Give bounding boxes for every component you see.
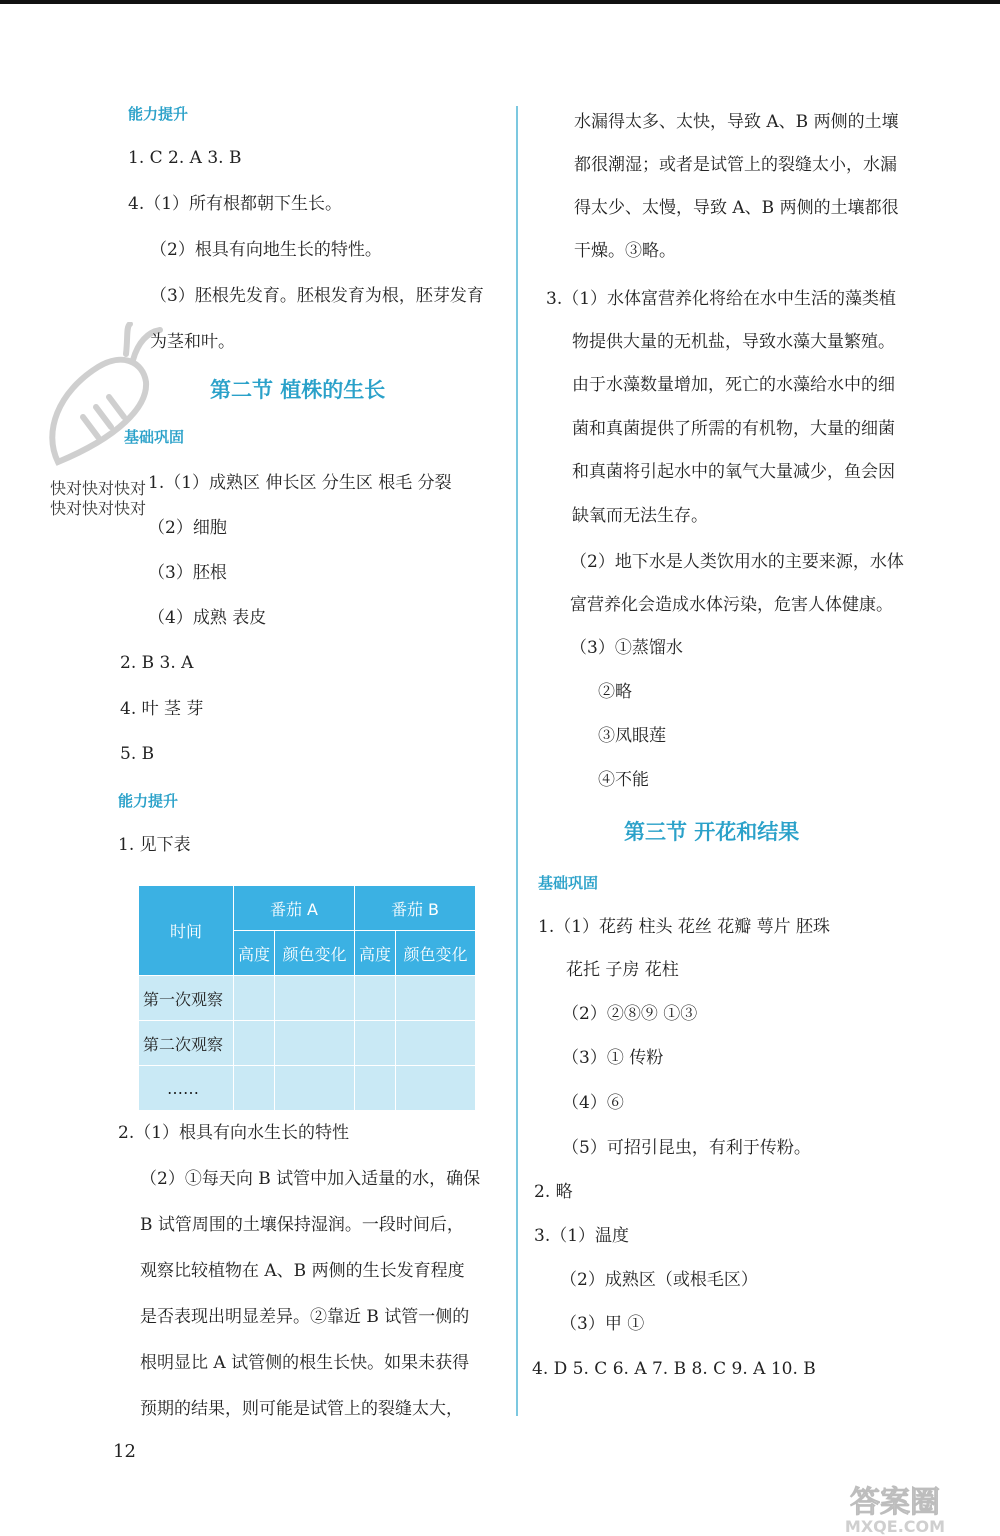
column-divider (516, 106, 518, 1416)
answer-line: 5. B (120, 744, 155, 764)
table-cell (355, 976, 396, 1021)
table-cell (275, 976, 355, 1021)
answer-line: 观察比较植物在 A、B 两侧的生长发育程度 (140, 1261, 465, 1281)
answer-line: ③凤眼莲 (598, 726, 666, 746)
section-heading-ability: 能力提升 (128, 105, 189, 123)
section-heading-basic: 基础巩固 (124, 428, 185, 446)
table-header-height: 高度 (355, 931, 396, 976)
table-cell (355, 1021, 396, 1066)
section-title: 第三节 开花和结果 (624, 820, 800, 844)
table-row-label: 第二次观察 (139, 1021, 234, 1066)
table-cell (355, 1066, 396, 1111)
table-cell (234, 976, 275, 1021)
answer-line: 2. 略 (534, 1182, 573, 1202)
table-cell (396, 976, 476, 1021)
watermark-logo-icon (800, 1480, 990, 1536)
answer-line: 1. 见下表 (118, 835, 191, 855)
answer-line: 4. D 5. C 6. A 7. B 8. C 9. A 10. B (532, 1359, 816, 1379)
answer-line: 预期的结果，则可能是试管上的裂缝太大， (140, 1399, 463, 1419)
carrot-doodle-icon (38, 322, 168, 472)
answer-line: （3）①蒸馏水 (570, 638, 683, 658)
table-header-color: 颜色变化 (275, 931, 355, 976)
answer-line: 2.（1）根具有向水生长的特性 (118, 1123, 350, 1143)
answer-line: （3）胚根 (148, 563, 227, 583)
answer-line: 富营养化会造成水体污染，危害人体健康。 (570, 595, 893, 615)
answer-line: 都很潮湿；或者是试管上的裂缝太小，水漏 (574, 155, 897, 175)
table-cell (396, 1021, 476, 1066)
answer-line: 物提供大量的无机盐，导致水藻大量繁殖。 (572, 332, 895, 352)
table-header-height: 高度 (234, 931, 275, 976)
answer-line: 缺氧而无法生存。 (572, 506, 708, 526)
table-header-color: 颜色变化 (396, 931, 476, 976)
table-header-group-a: 番茄 A (234, 886, 355, 931)
table-row (139, 1066, 476, 1111)
answer-line: 4. 叶 茎 芽 (120, 699, 204, 719)
overlay-watermark-text: 快对快对快对 (50, 499, 147, 518)
answer-line: （4）⑥ (562, 1093, 624, 1113)
answer-line: （3）胚根先发育。胚根发育为根，胚芽发育 (150, 286, 484, 306)
answer-line: 2. B 3. A (120, 653, 194, 673)
table-row (139, 976, 476, 1021)
answer-line: 花托 子房 花柱 (566, 960, 679, 980)
answer-line: 为茎和叶。 (150, 332, 235, 352)
answer-line: （2）成熟区（或根毛区） (560, 1270, 758, 1290)
answer-line: 得太少、太慢，导致 A、B 两侧的土壤都很 (574, 198, 899, 218)
answer-line: ④不能 (598, 770, 649, 790)
answer-line: 1.（1）成熟区 伸长区 分生区 根毛 分裂 (148, 473, 452, 493)
answer-line: （2）②⑧⑨ ①③ (562, 1004, 698, 1024)
table-row-label: …… (139, 1066, 234, 1111)
answer-line: ②略 (598, 682, 632, 702)
answer-line: 1. C 2. A 3. B (128, 148, 242, 168)
table-row-label: 第一次观察 (139, 976, 234, 1021)
table-header-time: 时间 (139, 886, 234, 976)
page-number: 12 (113, 1441, 136, 1462)
table-cell (234, 1021, 275, 1066)
table-cell (275, 1066, 355, 1111)
top-border (0, 0, 1000, 4)
watermark-text: MXQE.COM (844, 1517, 946, 1536)
answer-line: 是否表现出明显差异。②靠近 B 试管一侧的 (140, 1307, 470, 1327)
answer-line: 和真菌将引起水中的氧气大量减少，鱼会因 (572, 462, 895, 482)
answer-line: （4）成熟 表皮 (148, 608, 267, 628)
answer-line: （5）可招引昆虫，有利于传粉。 (562, 1138, 811, 1158)
answer-line: （2）地下水是人类饮用水的主要来源，水体 (570, 552, 904, 572)
section-title: 第二节 植株的生长 (210, 378, 386, 402)
answer-line: （2）细胞 (148, 518, 227, 538)
section-heading-basic: 基础巩固 (538, 874, 599, 892)
answer-line: 4.（1）所有根都朝下生长。 (128, 194, 343, 214)
answer-line: 水漏得太多、太快，导致 A、B 两侧的土壤 (574, 112, 899, 132)
answer-line: （2）根具有向地生长的特性。 (150, 240, 382, 260)
table-cell (275, 1021, 355, 1066)
table-row (139, 1021, 476, 1066)
answer-line: 3.（1）温度 (534, 1226, 630, 1246)
overlay-watermark-text: 快对快对快对 (50, 479, 147, 498)
answer-line: 由于水藻数量增加，死亡的水藻给水中的细 (572, 375, 895, 395)
answer-line: 3.（1）水体富营养化将给在水中生活的藻类植 (546, 289, 897, 309)
watermark-logo-text: 答案圈 (850, 1485, 940, 1520)
answer-line: （2）①每天向 B 试管中加入适量的水，确保 (140, 1169, 481, 1189)
observation-table (138, 885, 476, 1111)
section-heading-ability: 能力提升 (118, 792, 179, 810)
answer-line: B 试管周围的土壤保持湿润。一段时间后， (140, 1215, 464, 1235)
answer-line: （3）① 传粉 (562, 1048, 664, 1068)
table-cell (396, 1066, 476, 1111)
answer-line: 根明显比 A 试管侧的根生长快。如果未获得 (140, 1353, 470, 1373)
answer-line: 菌和真菌提供了所需的有机物，大量的细菌 (572, 419, 895, 439)
answer-line: 干燥。③略。 (574, 241, 676, 261)
table-cell (234, 1066, 275, 1111)
answer-line: （3）甲 ① (560, 1314, 645, 1334)
answer-line: 1.（1）花药 柱头 花丝 花瓣 萼片 胚珠 (538, 917, 831, 937)
table-header-group-b: 番茄 B (355, 886, 476, 931)
